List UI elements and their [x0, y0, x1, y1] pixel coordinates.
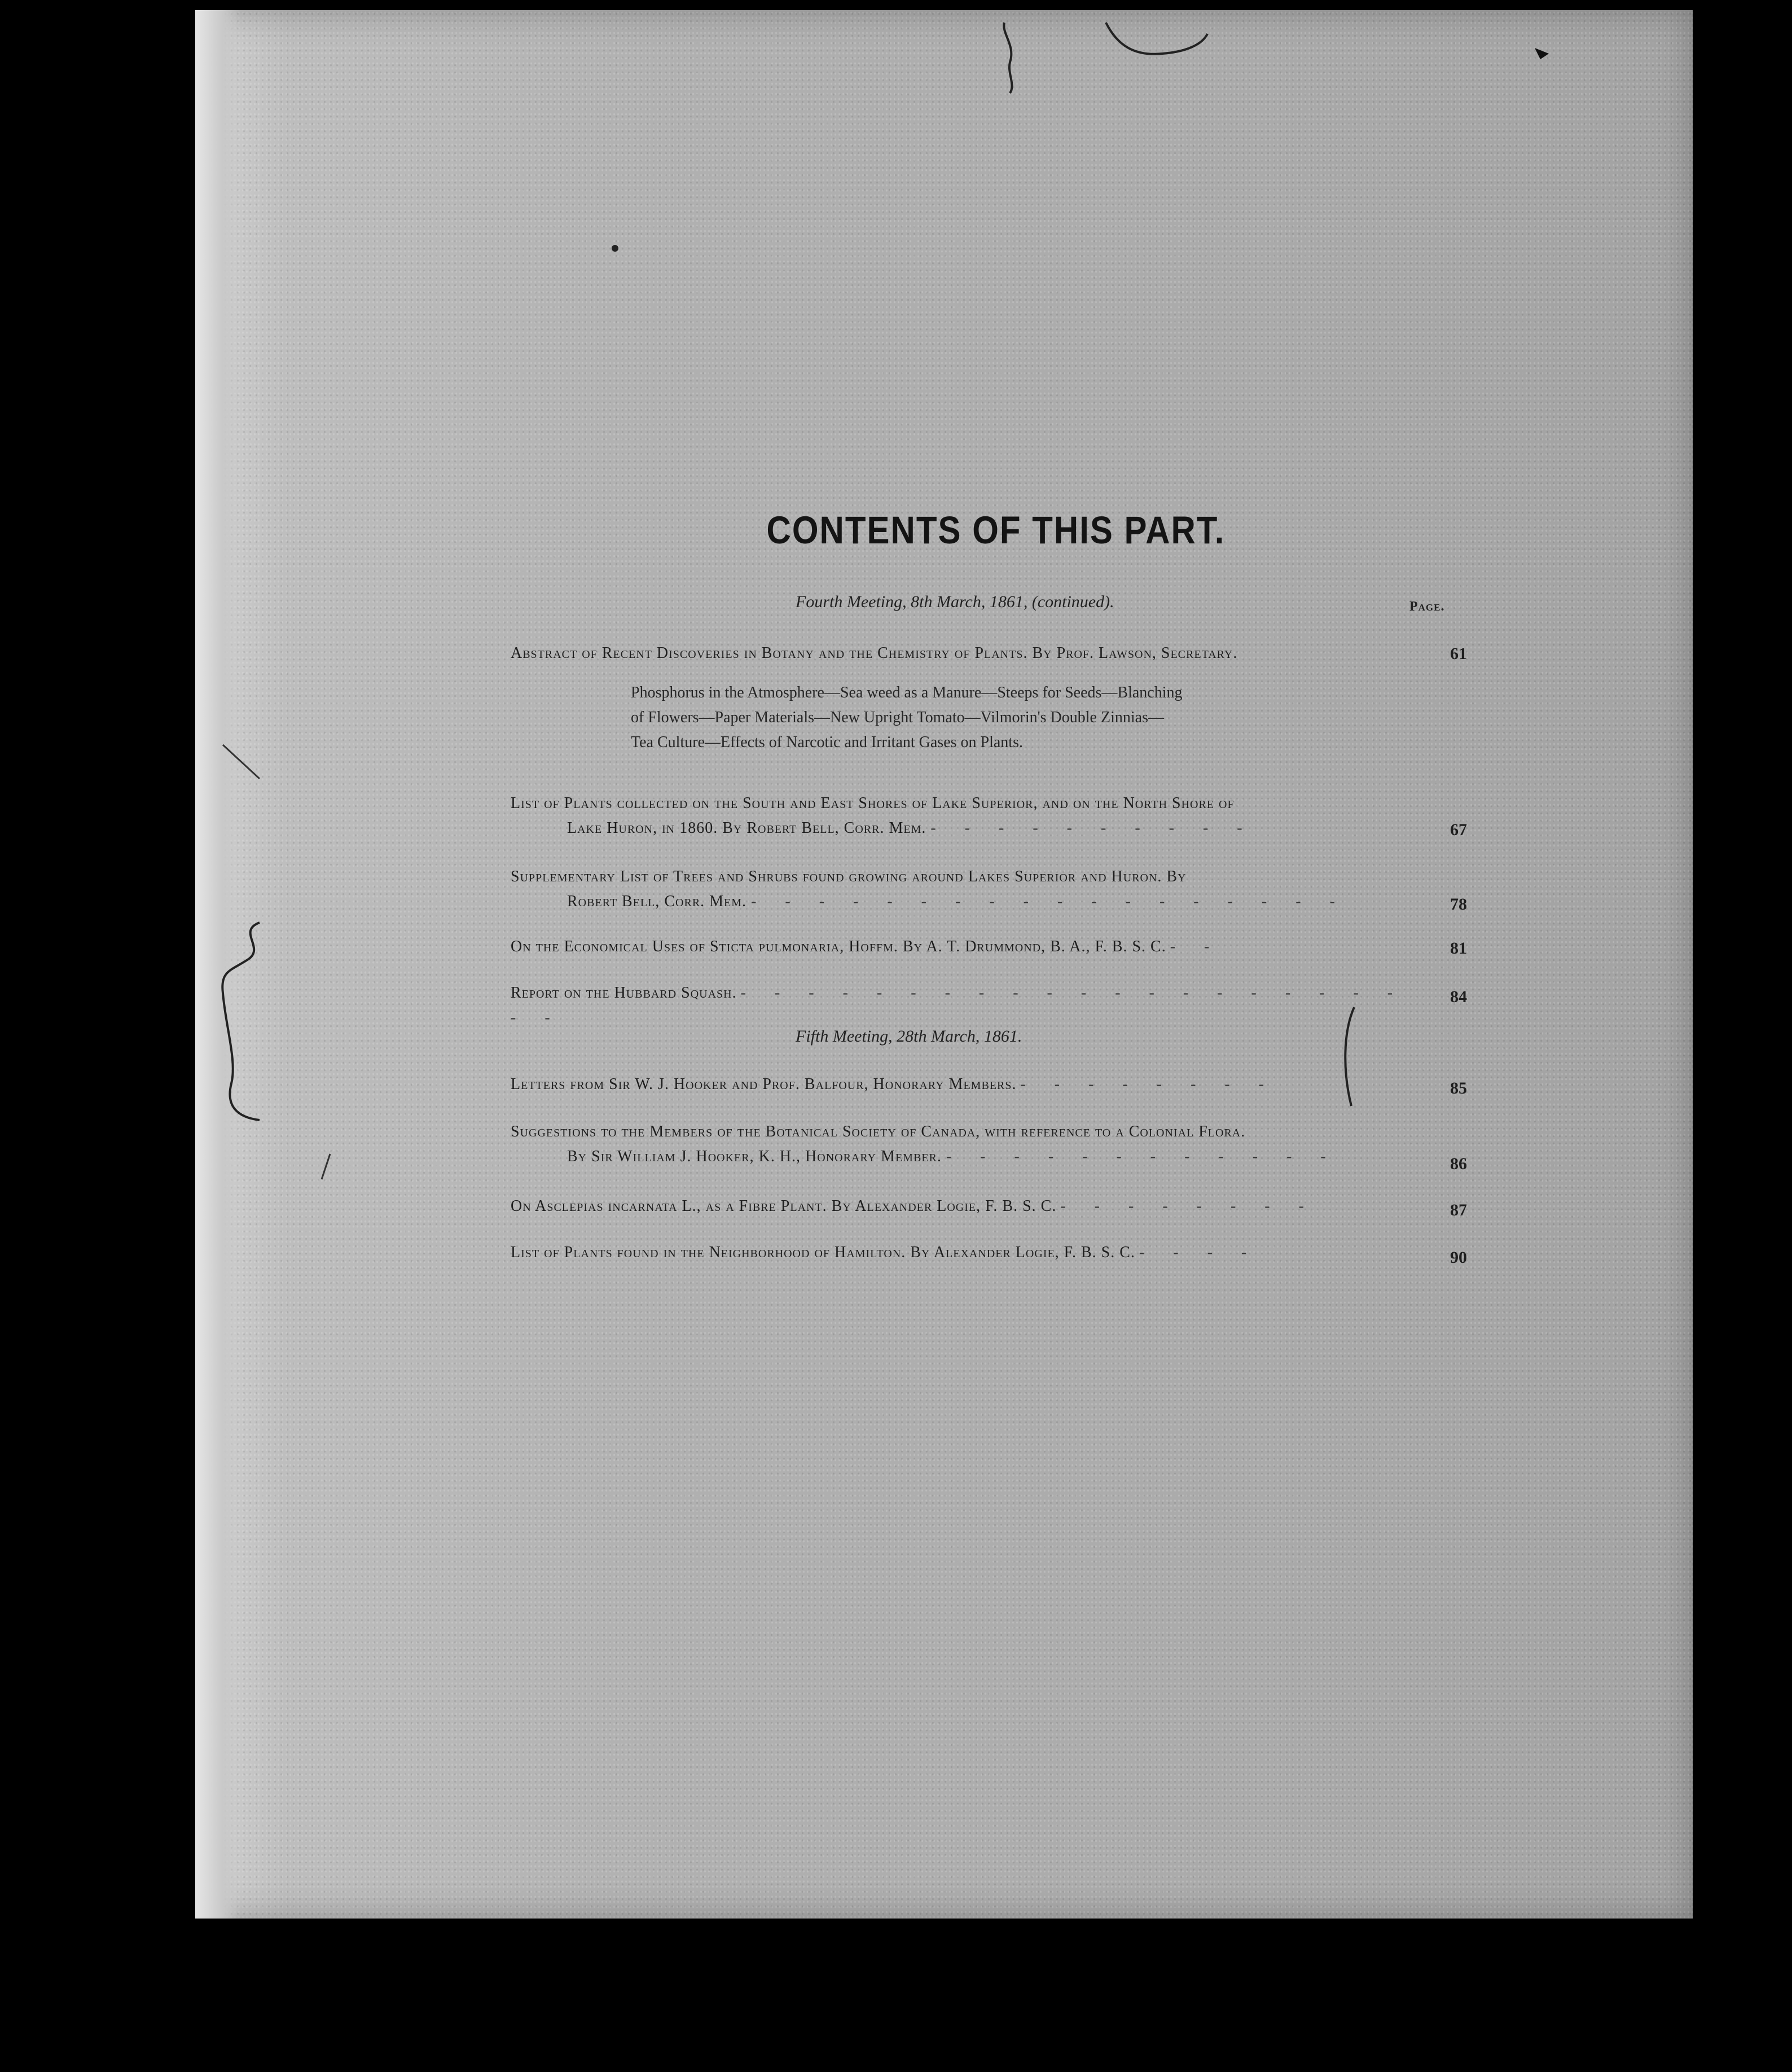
toc-entry: [511, 791, 1413, 841]
toc-page-number: 85: [1450, 1079, 1467, 1098]
page-title: CONTENTS OF THIS PART.: [766, 508, 1226, 552]
toc-entry-title: Abstract of Recent Discoveries in Botany and the Chemistry of Plants. By Prof. Lawson, Secretary.: [511, 644, 1238, 662]
toc-entry: [511, 1072, 1413, 1097]
toc-entry: [511, 934, 1413, 959]
toc-page-number: 81: [1450, 939, 1467, 958]
toc-entry-continuation: [511, 816, 1413, 841]
toc-entry-author: Lake Huron, in 1860. By Robert Bell, Corr. Mem.: [567, 819, 926, 837]
toc-entry-title: List of Plants collected on the South and East Shores of Lake Superior, and on the North Shore of: [511, 794, 1235, 812]
leader-dots: - - - -: [1139, 1244, 1259, 1261]
toc-entry-title: Suggestions to the Members of the Botanical Society of Canada, with reference to a Colonial Flora.: [511, 1123, 1246, 1140]
toc-page-number: 90: [1450, 1248, 1467, 1267]
meeting-heading-fourth: Fourth Meeting, 8th March, 1861, (continued).: [796, 592, 1114, 611]
subtopics-line: Tea Culture—Effects of Narcotic and Irritant Gases on Plants.: [631, 734, 1023, 751]
toc-entry: [511, 864, 1413, 914]
toc-entry-title: Supplementary List of Trees and Shrubs found growing around Lakes Superior and Huron. By: [511, 868, 1187, 885]
leader-dots: - -: [1170, 938, 1222, 955]
toc-entry-continuation: [511, 1144, 1413, 1169]
subtopics-block: [631, 681, 1353, 755]
leader-dots: - - - - - - - - - - - - - - - - - -: [751, 893, 1347, 910]
meeting-heading-fifth: Fifth Meeting, 28th March, 1861.: [796, 1027, 1022, 1046]
toc-entry: [511, 641, 1413, 666]
leader-dots: - - - - - - - -: [1060, 1197, 1316, 1215]
subtopics-line: of Flowers—Paper Materials—New Upright Tomato—Vilmorin's Double Zinnias—: [631, 709, 1164, 726]
toc-page-number: 67: [1450, 820, 1467, 839]
page-column-header: Page.: [1409, 599, 1445, 614]
toc-page-number: 61: [1450, 644, 1467, 663]
toc-entry-author: By Sir William J. Hooker, K. H., Honorary Member.: [567, 1148, 942, 1165]
document-page: [197, 10, 1693, 1919]
toc-entry-author: Robert Bell, Corr. Mem.: [567, 893, 747, 910]
toc-entry-continuation: [511, 889, 1413, 914]
toc-page-number: 84: [1450, 987, 1467, 1006]
toc-entry-title: Report on the Hubbard Squash.: [511, 984, 737, 1002]
leader-dots: - - - - - - - - - - - - - - - - - - - - - -: [511, 984, 1406, 1026]
toc-entry-title: On the Economical Uses of Sticta pulmonaria, Hoffm. By A. T. Drummond, B. A., F. B. S. C.: [511, 938, 1166, 955]
toc-page-number: 86: [1450, 1154, 1467, 1173]
leader-dots: - - - - - - - - - -: [930, 819, 1255, 837]
toc-entry: [511, 1120, 1413, 1169]
subtopics-line: Phosphorus in the Atmosphere—Sea weed as a Manure—Steeps for Seeds—Blanching: [631, 684, 1183, 701]
leader-dots: - - - - - - - - - - - -: [946, 1148, 1338, 1165]
toc-entry-title: List of Plants found in the Neighborhood of Hamilton. By Alexander Logie, F. B. S. C.: [511, 1244, 1135, 1261]
toc-entry-title: Letters from Sir W. J. Hooker and Prof. Balfour, Honorary Members.: [511, 1075, 1017, 1093]
leader-dots: - - - - - - - -: [1020, 1075, 1277, 1093]
toc-page-number: 78: [1450, 895, 1467, 914]
toc-entry-title: On Asclepias incarnata L., as a Fibre Plant. By Alexander Logie, F. B. S. C.: [511, 1197, 1057, 1215]
toc-page-number: 87: [1450, 1201, 1467, 1219]
toc-entry: [511, 1194, 1413, 1219]
toc-entry: [511, 981, 1413, 1030]
toc-entry: [511, 1240, 1413, 1265]
page-edge: [195, 10, 240, 1919]
